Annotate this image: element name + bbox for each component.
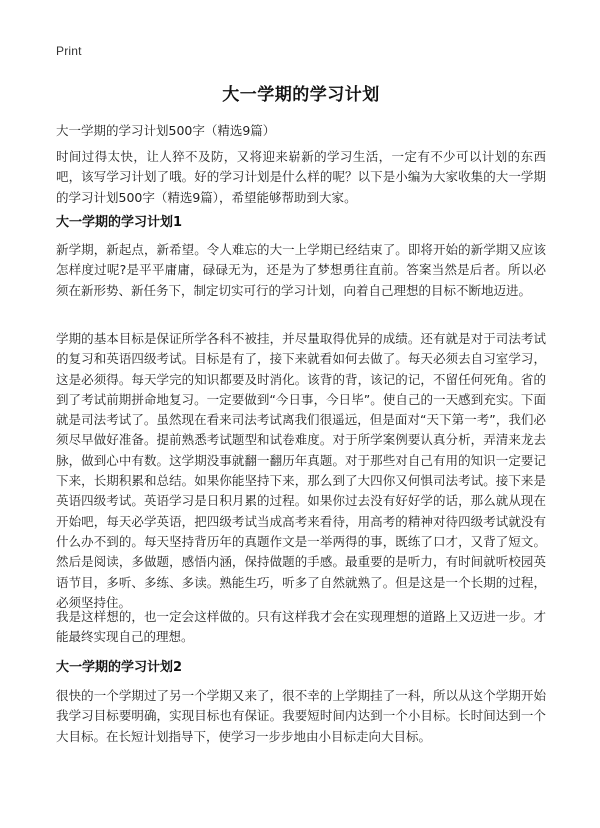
section-1-paragraph-2: 学期的基本目标是保证所学各科不被挂，并尽量取得优异的成绩。还有就是对于司法考试的复习和英语四级考试。目标是有了，接下来就看如何去做了。每天必须去自习室学习，这是必须得。每天学完的知识都要及时消化。该背的背，该记的记，不留任何死角。省的到了考试前期拼命地复习。一定要做到“今日事，今日毕”。使自己的一天感到充实。下面就是司法考试了。虽然现在看来司法考试离我们很遥远，但是面对“天下第一考”，我们必须尽早做好准备。提前熟悉考试题型和试卷难度。对于所学案例要认真分析，弄清来龙去脉，做到心中有数。这学期没事就翻一翻历年真题。对于那些对自己有用的知识一定要记下来，长期积累和总结。如果你能坚持下来，那么到了大四你又何惧司法考试。接下来是英语四级考试。英语学习是日积月累的过程。如果你过去没有好好学的话，那么就从现在开始吧，每天必学英语，把四级考试当成高考来看待，用高考的精神对待四级考试就没有什么办不到的。每天坚持背历年的真题作文是一举两得的事，既练了口才，又背了短文。然后是阅读，多做题，感悟内涵，保持做题的手感。最重要的是听力，有时间就听校园英语节目，多听、多练、多读。熟能生巧，听多了自然就熟了。但是这是一个长期的过程，必须坚持住。: [56, 331, 546, 610]
section-1-paragraph-1: 新学期，新起点，新希望。令人难忘的大一上学期已经结束了。即将开始的新学期又应该怎样度过呢?是平平庸庸，碌碌无为，还是为了梦想勇往直前。答案当然是后者。所以必须在新形势、新任务下，制定切实可行的学习计划，向着自己理想的目标不断地迈进。: [56, 242, 546, 298]
subtitle: 大一学期的学习计划500字（精选9篇）: [56, 123, 276, 138]
print-link[interactable]: Print: [56, 44, 82, 58]
intro-paragraph: 时间过得太快，让人猝不及防，又将迎来崭新的学习生活，一定有不少可以计划的东西吧，该写学习计划了哦。好的学习计划是什么样的呢？以下是小编为大家收集的大一学期的学习计划500字（精选9篇），希望能够帮助到大家。: [56, 149, 546, 205]
section-heading-2: 大一学期的学习计划2: [56, 660, 183, 675]
section-2-paragraph-1: 很快的一个学期过了另一个学期又来了，很不幸的上学期挂了一科，所以从这个学期开始我学习目标要明确，实现目标也有保证。我要短时间内达到一个小目标。长时间达到一个大目标。在长短计划指导下，使学习一步步地由小目标走向大目标。: [56, 688, 546, 744]
section-heading-1: 大一学期的学习计划1: [56, 215, 183, 230]
page-title: 大一学期的学习计划: [222, 85, 380, 105]
section-1-paragraph-3: 我是这样想的，也一定会这样做的。只有这样我才会在实现理想的道路上又迈进一步。才能最终实现自己的理想。: [56, 609, 546, 645]
